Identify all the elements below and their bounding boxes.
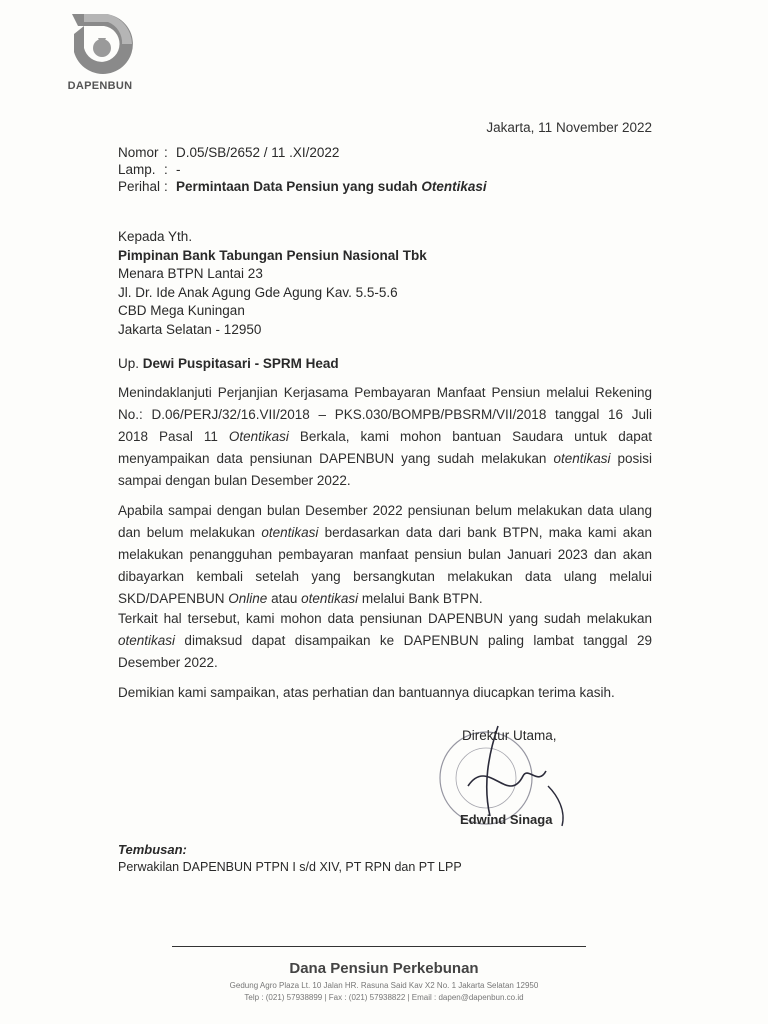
text-run: dimaksud dapat disampaikan ke DAPENBUN paling lambat tanggal 29 Desember 2022. <box>118 633 652 670</box>
text-run: Terkait hal tersebut, kami mohon data pensiunan DAPENBUN yang sudah melakukan <box>118 611 652 626</box>
italic-run: otentikasi <box>553 451 611 466</box>
text-run: atau <box>267 591 302 606</box>
lamp-label: Lamp. <box>118 162 156 177</box>
attention-name: Dewi Puspitasari - SPRM Head <box>142 356 339 371</box>
italic-run: Otentikasi <box>228 429 289 444</box>
recipient-name: Pimpinan Bank Tabungan Pensiun Nasional Tbk <box>118 247 427 263</box>
dapenbun-logo <box>60 8 140 96</box>
text-run: Apabila sampai dengan bulan Desember 2022 pensiunan belum melakukan data ulang dan belum melakukan <box>118 503 652 540</box>
nomor-value: D.05/SB/2652 / 11 .XI/2022 <box>176 145 340 160</box>
logo-mark-icon <box>64 8 136 78</box>
footer-contact: Telp : (021) 57938899 | Fax : (021) 57938822 | Email : dapen@dapenbun.co.id <box>244 993 524 1002</box>
text-run: posisi sampai dengan bulan Desember 2022. <box>118 451 652 488</box>
text-run: Menindaklanjuti Perjanjian Kerjasama Pembayaran Manfaat Pensiun melalui Rekening No.: D.06/PERJ/32/16.VII/2018 – PKS.030/BOMPB/PBSRM/VII/2018 tanggal 16 Juli 2018 Pasal 11 <box>118 385 652 444</box>
cc-text: Perwakilan DAPENBUN PTPN I s/d XIV, PT RPN dan PT LPP <box>118 860 462 874</box>
colon: : <box>164 145 168 160</box>
nomor-label: Nomor <box>118 145 159 160</box>
lamp-row <box>118 161 487 178</box>
italic-run: otentikasi <box>118 633 176 648</box>
perihal-row <box>118 178 487 195</box>
letter-date: Jakarta, 11 November 2022 <box>486 120 652 135</box>
paragraph-2 <box>118 500 652 610</box>
paragraph-1 <box>118 382 652 492</box>
footer-divider <box>172 946 586 947</box>
attention-line <box>118 356 339 371</box>
text-run: melalui Bank BTPN. <box>358 591 483 606</box>
lamp-value: - <box>176 162 181 177</box>
greeting: Kepada Yth. <box>118 229 193 244</box>
logo-text: DAPENBUN <box>67 80 133 92</box>
paragraph-3 <box>118 608 652 674</box>
recipient-line: Menara BTPN Lantai 23 <box>118 266 263 281</box>
recipient-line: Jl. Dr. Ide Anak Agung Gde Agung Kav. 5.5-5.6 <box>118 284 398 300</box>
footer-title: Dana Pensiun Perkebunan <box>289 960 479 977</box>
signatory-name: Edwind Sinaga <box>460 812 553 827</box>
perihal-main: Permintaan Data Pensiun yang sudah <box>176 179 422 194</box>
perihal-value <box>176 178 487 195</box>
italic-run: Online <box>228 591 268 606</box>
nomor-row <box>118 144 487 161</box>
cc-heading: Tembusan: <box>118 842 187 857</box>
colon: : <box>164 162 168 177</box>
perihal-italic: Otentikasi <box>421 179 487 194</box>
italic-run: otentikasi <box>301 591 359 606</box>
italic-run: otentikasi <box>261 525 319 540</box>
paragraph-closing: Demikian kami sampaikan, atas perhatian dan bantuannya diucapkan terima kasih. <box>118 685 615 700</box>
reference-block <box>118 144 487 195</box>
recipient-line: Jakarta Selatan - 12950 <box>118 321 262 337</box>
recipient-line: CBD Mega Kuningan <box>118 303 245 318</box>
perihal-label: Perihal <box>118 179 161 194</box>
text-run: Berkala, kami mohon bantuan Saudara untuk dapat menyampaikan data pensiunan DAPENBUN yang sudah melakukan <box>118 429 652 466</box>
text-run: berdasarkan data dari bank BTPN, maka kami akan melakukan penangguhan pembayaran manfaat pensiun bulan Januari 2023 dan akan dibayarkan kembali setelah yang bersangkutan melakukan data ulang melalui SKD/DAPENBUN <box>118 525 652 606</box>
footer-address: Gedung Agro Plaza Lt. 10 Jalan HR. Rasuna Said Kav X2 No. 1 Jakarta Selatan 12950 <box>229 981 539 990</box>
recipient-block <box>118 228 427 339</box>
colon: : <box>164 179 168 194</box>
attention-prefix: Up. <box>118 356 140 371</box>
signatory-title: Direktur Utama, <box>462 728 557 743</box>
